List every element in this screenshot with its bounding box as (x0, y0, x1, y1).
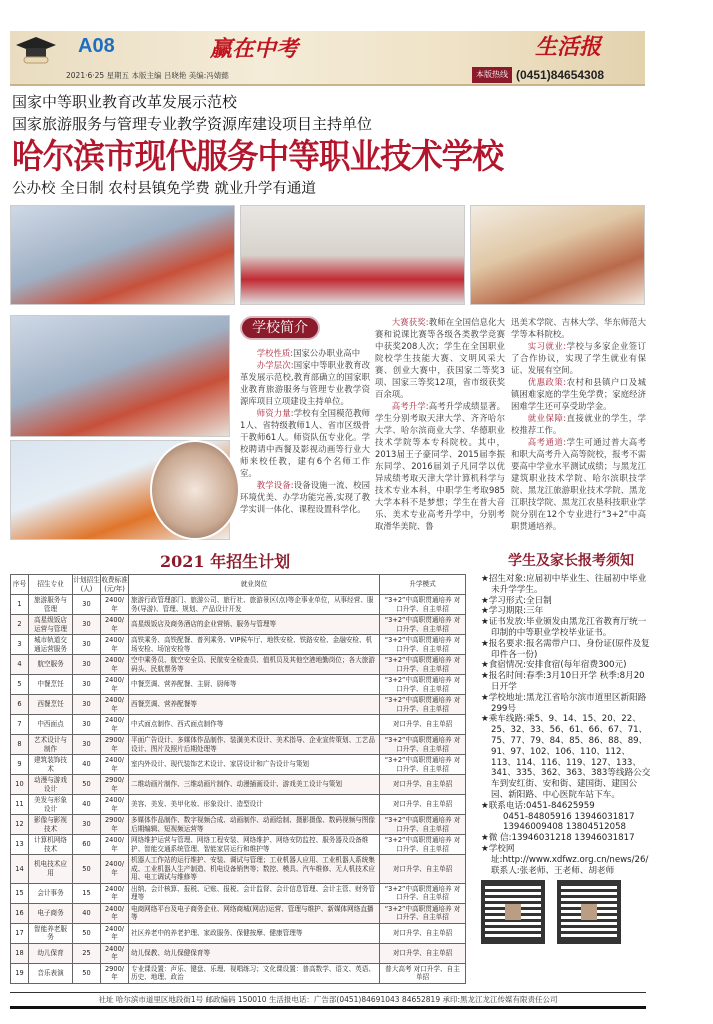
notice-item: ★乘车线路:乘5、9、14、15、20、22、25、32、33、56、61、66、67、71、75、77、79、84、85、86、88、89、91、97、102、106、110、112、113、114、116、119、127、133、341、335、362、363、383等线路公交车到安红街、安和街、建国街、建国公园、新阳路、中心医院车站下车。 (481, 714, 651, 800)
job-positions: 高星级饭店及商务酒店的企业营销、服务与管理等 (129, 615, 380, 635)
paper-logo: 生活报 (535, 34, 602, 60)
study-path: “3+2”中高职贯通培养 对口升学、自主单招 (380, 815, 466, 835)
tuition: 2400/年 (101, 795, 129, 815)
page-number: A08 (78, 35, 115, 57)
job-positions: 中式面点制作、西式面点制作等 (129, 715, 380, 735)
phone-extra: 0451-84805916 13946031817 (503, 811, 635, 822)
tuition: 2400/年 (101, 615, 129, 635)
notice-item: ★证书发放:毕业颁发由黑龙江省教育厅统一印制的中等职业学校毕业证书。 (481, 617, 647, 638)
table-row (11, 883, 466, 903)
row-number: 19 (11, 963, 29, 983)
page-banner (10, 31, 645, 86)
study-path: “3+2”中高职贯通培养 对口升学、自主单招 (380, 695, 466, 715)
intro-heading: 学校简介 (240, 316, 320, 340)
study-path: “3+2”中高职贯通培养 对口升学、自主单招 (380, 615, 466, 635)
phone-extra: 13946009408 13804512058 (503, 822, 627, 833)
paragraph-text: 迅美术学院、吉林大学、华东师范大学等本科院校。 (511, 317, 646, 339)
study-path: 对口升学、自主单招 (380, 923, 466, 943)
major: 美发与形象设计 (29, 795, 73, 815)
job-positions: 美容、美发、美甲化妆、形象设计、造型设计 (129, 795, 380, 815)
job-positions: 幼儿保教、幼儿保健保育等 (129, 943, 380, 963)
table-row (11, 615, 466, 635)
job-positions: 出纳、会计核算、报税、记账、报税、会计监督、会计信息管理、会计主管、财务管理等 (129, 883, 380, 903)
quota: 30 (73, 815, 101, 835)
tuition: 2400/年 (101, 883, 129, 903)
graduation-cap-icon (16, 35, 56, 65)
row-number: 13 (11, 835, 29, 855)
column-header: 升学模式 (380, 575, 466, 595)
quota: 25 (73, 943, 101, 963)
major: 动漫与游戏设计 (29, 775, 73, 795)
tuition: 2900/年 (101, 775, 129, 795)
website-link[interactable]: ★学校网址:http://www.xdfwz.org.cn/news/26/ (481, 843, 649, 865)
intro-paragraph (240, 347, 370, 359)
job-positions: 电商网络平台及电子商务企业、网络商城(网店)运营、管理与维护、新媒体网络直播等 (129, 903, 380, 923)
study-path: “3+2”中高职贯通培养 对口升学、自主单招 (380, 735, 466, 755)
study-path: 普大高考 对口升学、自主单招 (380, 963, 466, 983)
tuition: 2400/年 (101, 855, 129, 884)
quota: 30 (73, 595, 101, 615)
row-number: 10 (11, 775, 29, 795)
row-number: 3 (11, 635, 29, 655)
row-number: 14 (11, 855, 29, 884)
wechat: ★微 信:13946031218 13946031817 (481, 833, 635, 844)
row-number: 18 (11, 943, 29, 963)
job-positions: 二维动画片制作、三维动画片制作、动漫插画设计、游戏美工设计与策划 (129, 775, 380, 795)
paragraph-key: 办学层次: (256, 360, 294, 370)
row-number: 5 (11, 675, 29, 695)
table-row (11, 903, 466, 923)
major: 西餐烹饪 (29, 695, 73, 715)
notice-item: ★招生对象:应届初中毕业生、往届初中毕业未升学学生。 (481, 574, 647, 595)
major: 影像与影视技术 (29, 815, 73, 835)
tuition: 2400/年 (101, 595, 129, 615)
intro-paragraph (511, 340, 646, 376)
tuition: 2400/年 (101, 943, 129, 963)
quota: 15 (73, 883, 101, 903)
notice-item: ★联系电话:0451-84625959 (481, 800, 595, 811)
quota: 50 (73, 923, 101, 943)
paragraph-text: 学校与多家企业签订了合作协议，实现了学生就业有保证、发展有空间。 (511, 341, 646, 375)
study-path: 对口升学、自主单招 (380, 943, 466, 963)
column-header: 就业岗位 (129, 575, 380, 595)
tuition: 2400/年 (101, 655, 129, 675)
intro-paragraph (511, 316, 646, 340)
tuition: 2900/年 (101, 815, 129, 835)
qr-code[interactable] (557, 880, 621, 944)
intro-paragraph (240, 479, 370, 515)
study-path: “3+2”中高职贯通培养 对口升学、自主单招 (380, 835, 466, 855)
row-number: 11 (11, 795, 29, 815)
school-title: 哈尔滨市现代服务中等职业技术学校 (12, 137, 504, 177)
subtitle: 国家中等职业教育改革发展示范校 (12, 93, 238, 111)
tuition: 2400/年 (101, 755, 129, 775)
job-positions: 空中乘务员、航空安全员、民航安全检查员、值机员及其他空港地勤岗位；各大旅游码头、民航票务等 (129, 655, 380, 675)
job-positions: 平面广告设计、多媒体作品制作、装潢美术设计、美术指导、企业宣传策划、工艺品设计、图片及照片后期处理等 (129, 735, 380, 755)
tuition: 2400/年 (101, 635, 129, 655)
table-row (11, 655, 466, 675)
photo-skills-contest (10, 315, 230, 437)
row-number: 9 (11, 755, 29, 775)
notice-item: ★学习期限:三年 (481, 606, 544, 617)
paragraph-key: 优惠政策: (527, 377, 567, 387)
photo-student-portrait (150, 440, 240, 540)
table-header-row (11, 575, 466, 595)
notice-item: ★食宿情况:安排食宿(每年宿费300元) (481, 660, 627, 671)
footer: 社址 哈尔滨市道里区地段街1号 邮政编码 150010 生活报电话：广告部(0451)84691043 84652819 承印:黑龙江龙江传媒有限责任公司 (10, 992, 646, 1009)
table-row (11, 815, 466, 835)
study-path: “3+2”中高职贯通培养 对口升学、自主单招 (380, 655, 466, 675)
job-positions: 中餐烹调、营养配餐、主厨、厨师等 (129, 675, 380, 695)
quota: 30 (73, 675, 101, 695)
quota: 30 (73, 655, 101, 675)
major: 旅游服务与管理 (29, 595, 73, 615)
table-row (11, 775, 466, 795)
major: 机电技术应用 (29, 855, 73, 884)
subtitle: 国家旅游服务与管理专业教学资源库建设项目主持单位 (12, 115, 373, 133)
table-row (11, 715, 466, 735)
column-header: 计划招生(人) (73, 576, 100, 593)
intro-paragraph (240, 359, 370, 407)
study-path: 对口升学、自主单招 (380, 775, 466, 795)
tuition: 2400/年 (101, 675, 129, 695)
major: 会计事务 (29, 883, 73, 903)
notice-title: 学生及家长报考须知 (508, 553, 634, 569)
paragraph-key: 就业保障: (527, 413, 567, 423)
tuition: 2900/年 (101, 735, 129, 755)
major: 中西面点 (29, 715, 73, 735)
table-row (11, 835, 466, 855)
paragraph-text: 直接就业的学生，学校推荐工作。 (511, 413, 646, 435)
row-number: 7 (11, 715, 29, 735)
quota: 50 (73, 775, 101, 795)
major: 航空服务 (29, 655, 73, 675)
photo-students-uniform (240, 205, 465, 305)
notice-item: ★学习形式:全日制 (481, 595, 552, 606)
plan-title: 2021 年招生计划 (160, 552, 291, 571)
quota: 50 (73, 963, 101, 983)
notice-list (481, 574, 651, 944)
row-number: 15 (11, 883, 29, 903)
column-header: 招生专业 (29, 575, 73, 595)
paragraph-key: 师资力量: (256, 408, 294, 418)
dateline: 2021·6·25 星期五 本版主编 吕晓艳 美编:冯婧懿 (66, 71, 229, 80)
job-positions: 旅游行政管理部门、旅游公司、旅行社、旅游景区(点)等企事业单位，从事经营、服务(导游)、管理、规划、产品设计开发 (129, 595, 380, 615)
study-path: “3+2”中高职贯通培养 对口升学、自主单招 (380, 635, 466, 655)
quota: 40 (73, 795, 101, 815)
notice-item: ★学校地址:黑龙江省哈尔滨市道里区新阳路299号 (481, 692, 647, 714)
quota: 30 (73, 635, 101, 655)
job-positions: 高铁乘务、高铁配餐、普列乘务、VIP候车厅、地铁安检、铁路安检、金融安检、机场安检、场馆安检等 (129, 635, 380, 655)
row-number: 2 (11, 615, 29, 635)
table-row (11, 795, 466, 815)
major: 城市轨道交通运营服务 (29, 635, 73, 655)
study-path: “3+2”中高职贯通培养 对口升学、自主单招 (380, 755, 466, 775)
notice-item: ★报名时间:春季:3月10日开学 秋季:8月20日开学 (481, 671, 645, 692)
table-row (11, 943, 466, 963)
paragraph-key: 大赛获奖: (391, 317, 429, 327)
tuition: 2400/年 (101, 903, 129, 923)
paragraph-text: 国家中等职业教育改革发展示范校,教育部确立的国家职业教育旅游服务与管理专业教学资源库项目立项建设主持单位。 (240, 360, 371, 406)
photo-competition-team (10, 205, 235, 305)
major: 中餐烹饪 (29, 675, 73, 695)
qr-code[interactable] (481, 880, 545, 944)
paragraph-key: 教学设备: (256, 480, 294, 490)
quota: 40 (73, 903, 101, 923)
table-row (11, 755, 466, 775)
quota: 60 (73, 835, 101, 855)
row-number: 8 (11, 735, 29, 755)
job-positions: 西餐烹调、营养配餐等 (129, 695, 380, 715)
intro-paragraph (375, 316, 505, 400)
row-number: 16 (11, 903, 29, 923)
study-path: “3+2”中高职贯通培养 对口升学、自主单招 (380, 903, 466, 923)
hotline (472, 67, 604, 83)
quota: 40 (73, 755, 101, 775)
quota: 30 (73, 695, 101, 715)
major: 艺术设计与制作 (29, 735, 73, 755)
tuition: 2400/年 (101, 923, 129, 943)
tuition: 2400/年 (101, 715, 129, 735)
paragraph-key: 实习就业: (527, 341, 567, 351)
major: 音乐表演 (29, 963, 73, 983)
tuition: 2900/年 (101, 963, 129, 983)
quota: 50 (73, 855, 101, 884)
major: 智能养老服务 (29, 923, 73, 943)
table-row (11, 695, 466, 715)
contact-person: 联系人:张老师、王老师、胡老师 (491, 865, 615, 876)
row-number: 17 (11, 923, 29, 943)
paragraph-text: 设备设施一流、校园环境优美、办学功能完善,实现了教学实训一体化、课程设置科学化。 (240, 480, 371, 514)
paragraph-key: 学校性质: (256, 348, 294, 358)
job-positions: 社区养老中的养老护理、家政服务、保健按摩、健康管理等 (129, 923, 380, 943)
job-positions: 多媒体作品制作、数字视频合成、动画制作、动画绘制、摄影摄像、数码视频与图像后期编辑、短视频运营等 (129, 815, 380, 835)
intro-paragraph (375, 400, 505, 532)
enrollment-plan-table (10, 574, 466, 984)
row-number: 12 (11, 815, 29, 835)
study-path: “3+2”中高职贯通培养 对口升学、自主单招 (380, 883, 466, 903)
paragraph-text: 教师在全国信息化大赛和说课比赛等各级各类教学竞赛中获奖208人次；学生在全国职业院校学生技能大赛、文明风采大赛、创业大赛中，获国家二等奖3项、国家三等奖12项，省市级获奖百余项。 (375, 317, 506, 399)
paragraph-text: 学生可通过普大高考和职大高考升入高等院校，报考不需要高中学业水平测试成绩；与黑龙江建筑职业技术学院、哈尔滨职技学院、黑龙江旅游职业技术学院、黑龙江职技学院、黑龙江农垦科技职业学院分别在12个专业进行“3+2”中高职贯通培养。 (511, 437, 646, 531)
paragraph-key: 高考通道: (527, 437, 567, 447)
photo-pastries (470, 205, 645, 305)
hotline-label: 本版热线 (472, 67, 512, 83)
paragraph-text: 农村和县镇户口及城镇困难家庭的学生免学费；家庭经济困难学生还可享受助学金。 (511, 377, 646, 411)
intro-column-1 (240, 347, 370, 515)
job-positions: 室内外设计、现代装饰艺术设计、家居设计和广告设计与策划 (129, 755, 380, 775)
major: 幼儿保育 (29, 943, 73, 963)
major: 计算机网络技术 (29, 835, 73, 855)
major: 高星级饭店运营与管理 (29, 615, 73, 635)
column-header: 序号 (11, 575, 29, 595)
row-number: 1 (11, 595, 29, 615)
table-row (11, 635, 466, 655)
section-logo: 赢在中考 (210, 36, 299, 61)
major: 电子商务 (29, 903, 73, 923)
study-path: 对口升学、自主单招 (380, 855, 466, 884)
major: 建筑装饰技术 (29, 755, 73, 775)
job-positions: 机器人工作站的运行维护、安装、调试与管理；工业机器人应用、工业机器人系统集成、工业机器人生产制造、机电设备销售等；数控、模具、汽车维修、无人机技术应用、电工调试与维修等 (129, 855, 380, 884)
slogan: 公办校 全日制 农村县镇免学费 就业升学有通道 (12, 181, 316, 197)
table-row (11, 923, 466, 943)
study-path: 对口升学、自主单招 (380, 715, 466, 735)
study-path: 对口升学、自主单招 (380, 795, 466, 815)
paragraph-text: 高考升学成绩显著。学生分别考取天津大学、齐齐哈尔大学、哈尔滨商业大学、华德职业技术学院等本专科院校。其中，2013届王子豪同学、2015届李振东同学、2016届刘子凡同学以优异成绩考取天津大学计算机科学与技术专业本科，中职学生考取985大学本科不是梦想；学生在普大音乐、美术专业高考升学中，分别考取滑华美院、鲁 (375, 401, 506, 531)
job-positions: 专业课设置：声乐、键盘、乐理、视唱练习；文化课设置：普高数学、语文、英语、历史、地理、政治 (129, 963, 380, 983)
paragraph-key: 高考升学: (391, 401, 429, 411)
row-number: 4 (11, 655, 29, 675)
paragraph-text: 国家公办职业高中 (293, 348, 361, 358)
intro-paragraph (511, 412, 646, 436)
intro-paragraph (240, 407, 370, 479)
table-row (11, 963, 466, 983)
study-path: “3+2”中高职贯通培养 对口升学、自主单招 (380, 595, 466, 615)
quota: 30 (73, 715, 101, 735)
job-positions: 网络维护运营与管理、网络工程安装、网络维护、网络安防监控、服务器及设备维护、智能交通系统管理、智能家居运行和维护等 (129, 835, 380, 855)
row-number: 6 (11, 695, 29, 715)
intro-column-2 (375, 316, 505, 532)
study-path: “3+2”中高职贯通培养 对口升学、自主单招 (380, 675, 466, 695)
notice-item: ★报名要求:报名需带户口、身份证(原件及复印件各一份) (481, 638, 650, 660)
table-row (11, 735, 466, 755)
intro-paragraph (511, 436, 646, 532)
hotline-number: (0451)84654308 (516, 68, 605, 82)
quota: 30 (73, 615, 101, 635)
table-row (11, 855, 466, 884)
table-row (11, 595, 466, 615)
intro-column-3 (511, 316, 646, 532)
table-row (11, 675, 466, 695)
tuition: 2400/年 (101, 695, 129, 715)
tuition: 2400/年 (101, 835, 129, 855)
intro-paragraph (511, 376, 646, 412)
paragraph-text: 学校有全国模范教师1人、省特级教师1人、省市区级骨干教师61人。师资队伍专业化。学校聘请中西餐及影视动画等行业大师来校任教，建有6个名师工作室。 (240, 408, 371, 478)
column-header: 收费标准(元/年) (101, 576, 128, 593)
quota: 30 (73, 735, 101, 755)
